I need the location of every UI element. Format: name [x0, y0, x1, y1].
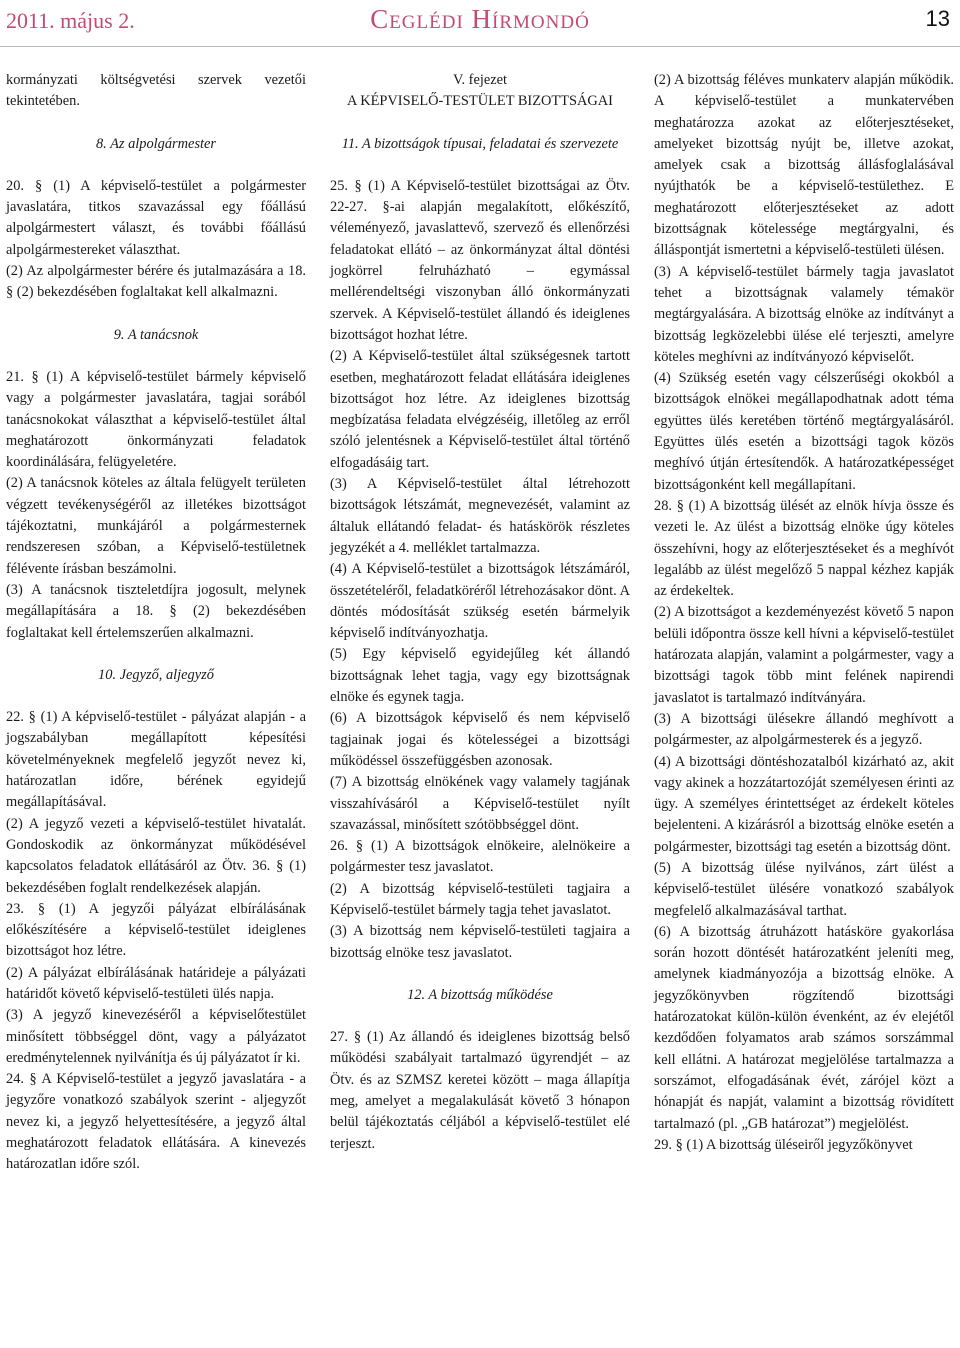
paragraph: (2) A jegyző vezeti a képviselő-testület hivatalát. Gondoskodik az önkormányzat működésével kapcsolatos feladatok ellátásáról az Ötv. 36. § (1) bekezdésében foglalt rendelkezések alapján. — [6, 815, 306, 896]
paragraph: 25. § (1) A Képviselő-testület bizottságai az Ötv. 22-27. §-ai alapján megalakított, előkészítő, véleményező, javaslattevő, szervező és ellenőrzési feladatokat ellátó – az önkormányzat által döntési jogkörrel felruházható – egymással mellérendeltségi viszonyban álló önkormányzati szervek. A Képviselő-testület állandó és ideiglenes bizottságot hozhat létre. — [330, 177, 630, 343]
paragraph: 23. § (1) A jegyzői pályázat elbírálásának előkészítésére a képviselő-testület ideiglenes bizottságot hoz létre. — [6, 900, 306, 960]
paragraph: (3) A bizottsági ülésekre állandó meghívott a polgármester, az alpolgármesterek és a jegyző. — [654, 710, 954, 749]
paragraph: (6) A bizottságok képviselő és nem képviselő tagjainak jogai és kötelességei a bizottsági működéssel összefüggésben azonosak. — [330, 710, 630, 769]
page-number: 13 — [925, 6, 950, 31]
paragraph: 21. § (1) A képviselő-testület bármely képviselő vagy a polgármester javaslatára, tagjai sorából tanácsnokokat választhat a képviselő-testület által meghatározott önkormányzati feladatok koordinálására, felügyeletére. — [6, 368, 306, 471]
issue-date: 2011. május 2. — [6, 8, 135, 33]
paragraph: (2) A bizottság féléves munkaterv alapján működik. A képviselő-testület a munkatervében meghatározza azokat az előterjesztéseket, amelyeket bizottság nyújt be, illetve azokat, amelyek csak a bizottság állásfoglalásával nyújthatók be a képviselő-testülethez. E meghatározott előterjesztéseket az adott bizottságnak kötelessége megtárgyalni, és álláspontját ismertetni a képviselő-testületi ülésen. — [654, 72, 954, 259]
paragraph: (3) A bizottság nem képviselő-testületi tagjaira a bizottság elnöke tesz javaslatot. — [330, 923, 630, 961]
chapter-heading: V. fejezet — [452, 72, 508, 88]
page-header — [0, 0, 960, 52]
paragraph: (2) A bizottságot a kezdeményezést követő 5 napon belüli időpontra össze kell hívni a képviselő-testület határozata alapján, valamint a polgármester, vagy a bizottsági tagok több mint felének napirendi javaslatot is tartalmazó indítványára. — [654, 604, 954, 706]
text-column-left — [6, 70, 306, 1176]
paragraph: (2) A Képviselő-testület által szükségesnek tartott esetben, meghatározott feladat ellátására ideiglenes bizottságot hoz létre. Az ideiglenes bizottság megbízatása feladata elvégzéséig, illetőleg az erről szóló jelentésnek a Képviselő-testület által történő elfogadásáig tart. — [330, 348, 630, 471]
paragraph: (5) Egy képviselő egyidejűleg két állandó bizottságnak lehet tagja, vagy egy bizottságnak elnöke és egynek tagja. — [330, 646, 630, 706]
publication-title: Ceglédi Hírmondó — [370, 4, 590, 34]
paragraph: (3) A Képviselő-testület által létrehozott bizottságok létszámát, megnevezését, valamint az általuk ellátandó feladat- és hatáskörök részletes jegyzékét a 4. melléklet tartalmazza. — [330, 476, 630, 556]
section-heading: 9. A tanácsnok — [113, 326, 199, 343]
paragraph: 20. § (1) A képviselő-testület a polgármester javaslatára, titkos szavazással egy főállású alpolgármestert választ, és további főállású alpolgármestereket választhat. — [6, 177, 306, 258]
paragraph: 27. § (1) Az állandó és ideiglenes bizottság belső működési szabályait tartalmazó ügyrendjét – az Ötv. és az SZMSZ keretei között – maga állapítja meg, amelyet a megalakulását követő 3 hónapon belül tájékoztatás céljából a képviselő-testület elé terjeszt. — [330, 1029, 630, 1152]
paragraph: (3) A tanácsnok tiszteletdíjra jogosult, melynek megállapítására a 18. § (2) bekezdésében foglaltakat kell értelemszerűen alkalmazni. — [6, 581, 306, 641]
section-heading: 11. A bizottságok típusai, feladatai és szervezete — [341, 135, 619, 152]
section-heading: 8. Az alpolgármester — [95, 135, 217, 152]
paragraph: (5) A bizottság ülése nyilvános, zárt ülést a képviselő-testület ülésére vonatkozó szabályok megfelelő alkalmazásával tarthat. — [654, 859, 954, 919]
paragraph: (3) A képviselő-testület bármely tagja javaslatot tehet a bizottságnak valamely témakör megtárgyalására. A bizottság elnöke az indítványt a bizottság legközelebbi ülése elé terjeszti, amelyre köteles meghívni az indítványozó képviselőt. — [654, 263, 954, 365]
paragraph: 26. § (1) A bizottságok elnökeire, alelnökeire a polgármester tesz javaslatot. — [330, 838, 630, 876]
paragraph: (2) A bizottság képviselő-testületi tagjaira a Képviselő-testület bármely tagja tehet javaslatot. — [330, 880, 630, 918]
paragraph: (4) A bizottsági döntéshozatalból kizárható az, akit vagy akinek a hozzátartozóját személyesen érinti az ügy. A személyes érintettséget az érdekelt köteles bejelenteni. A kizárásról a bizottság elnöke esetén a polgármester, bizottsági tag esetén a bizottság dönt. — [654, 753, 954, 855]
text-column-right — [654, 70, 954, 1156]
paragraph: (6) A bizottság átruházott hatásköre gyakorlása során hozott döntését határozatként jeleníti meg, amelynek kiadmányozója a bizottság elnöke. A jegyzőkönyvben rögzítendő bizottsági határozatokat külön-külön évenként, az év elejétől kezdődően folyamatos arab számos sorszámmal kell ellátni. A határozat megjelölése tartalmazza a sorszámot, elfogadásának évét, zárójel közt a hónapját és napját, valamint a bizottság rövidített tartalmazó (pl. „GB határozat”) megjelölést. — [654, 923, 954, 1132]
header-divider — [0, 46, 960, 47]
paragraph: 29. § (1) A bizottság üléseiről jegyzőkönyvet — [654, 1136, 913, 1153]
paragraph: (7) A bizottság elnökének vagy valamely tagjának visszahívásáról a Képviselő-testület nyílt szavazással, minősített szótöbbséggel dönt. — [330, 774, 630, 833]
paragraph: (4) Szükség esetén vagy célszerűségi okokból a bizottságok elnökei megállapodhatnak adott téma együttes ülés keretében történő megtárgyalásáról. Együttes ülés esetén a bizottsági tagok közös meghívó útján értesítendők. A határozatképességet bizottságonként kell megállapítani. — [654, 370, 954, 493]
paragraph: (2) Az alpolgármester bérére és jutalmazására a 18. § (2) bekezdésében foglaltakat kell alkalmazni. — [6, 263, 306, 301]
paragraph: (2) A pályázat elbírálásának határideje a pályázati határidőt követő képviselő-testületi ülés napja. — [6, 964, 306, 1002]
paragraph: (3) A jegyző kinevezéséről a képviselőtestület minősített többséggel dönt, vagy a pályázatot eredménytelennek nyilvánítja és új pályázatot ír ki. — [6, 1007, 306, 1066]
section-heading: 10. Jegyző, aljegyző — [98, 666, 214, 683]
paragraph: (2) A tanácsnok köteles az általa felügyelt területen végzett tevékenységéről az illetékes bizottságot tájékoztatni, munkájáról a polgármesternek rendszeresen szóban, a Képviselő-testületnek félévente írásban beszámolni. — [6, 475, 306, 577]
paragraph: 22. § (1) A képviselő-testület - pályázat alapján - a jogszabályban megállapított képesítési követelményeknek megfelelő jegyzőt nevez ki, határozatlan időre, bérének egyidejű megállapításával. — [6, 709, 306, 811]
chapter-heading: A KÉPVISELŐ-TESTÜLET BIZOTTSÁGAI — [347, 93, 613, 110]
paragraph: 28. § (1) A bizottság ülését az elnök hívja össze és vezeti le. Az ülést a bizottság elnöke úgy köteles összehívni, hogy az előterjesztéseket és a meghívót legalább az ülést megelőző 5 nappal kézhez kapják az érdekeltek. — [654, 497, 954, 600]
section-heading: 12. A bizottság működése — [407, 986, 553, 1003]
paragraph: 24. § A Képviselő-testület a jegyző javaslatára - a jegyzőre vonatkozó szabályok szerint - aljegyzőt nevez ki, a jegyző helyettesítésére, a jegyző által meghatározott feladatok ellátására. A kinevezés határozatlan időre szól. — [6, 1071, 306, 1173]
paragraph: (4) A Képviselő-testület a bizottságok létszámáról, összetételéről, feladatköréről létrehozásakor dönt. A döntés módosítását szükség esetén bármelyik képviselő indítványozhatja. — [330, 561, 630, 642]
text-column-middle — [330, 70, 630, 1155]
paragraph: kormányzati költségvetési szervek vezetői tekintetében. — [6, 72, 306, 110]
